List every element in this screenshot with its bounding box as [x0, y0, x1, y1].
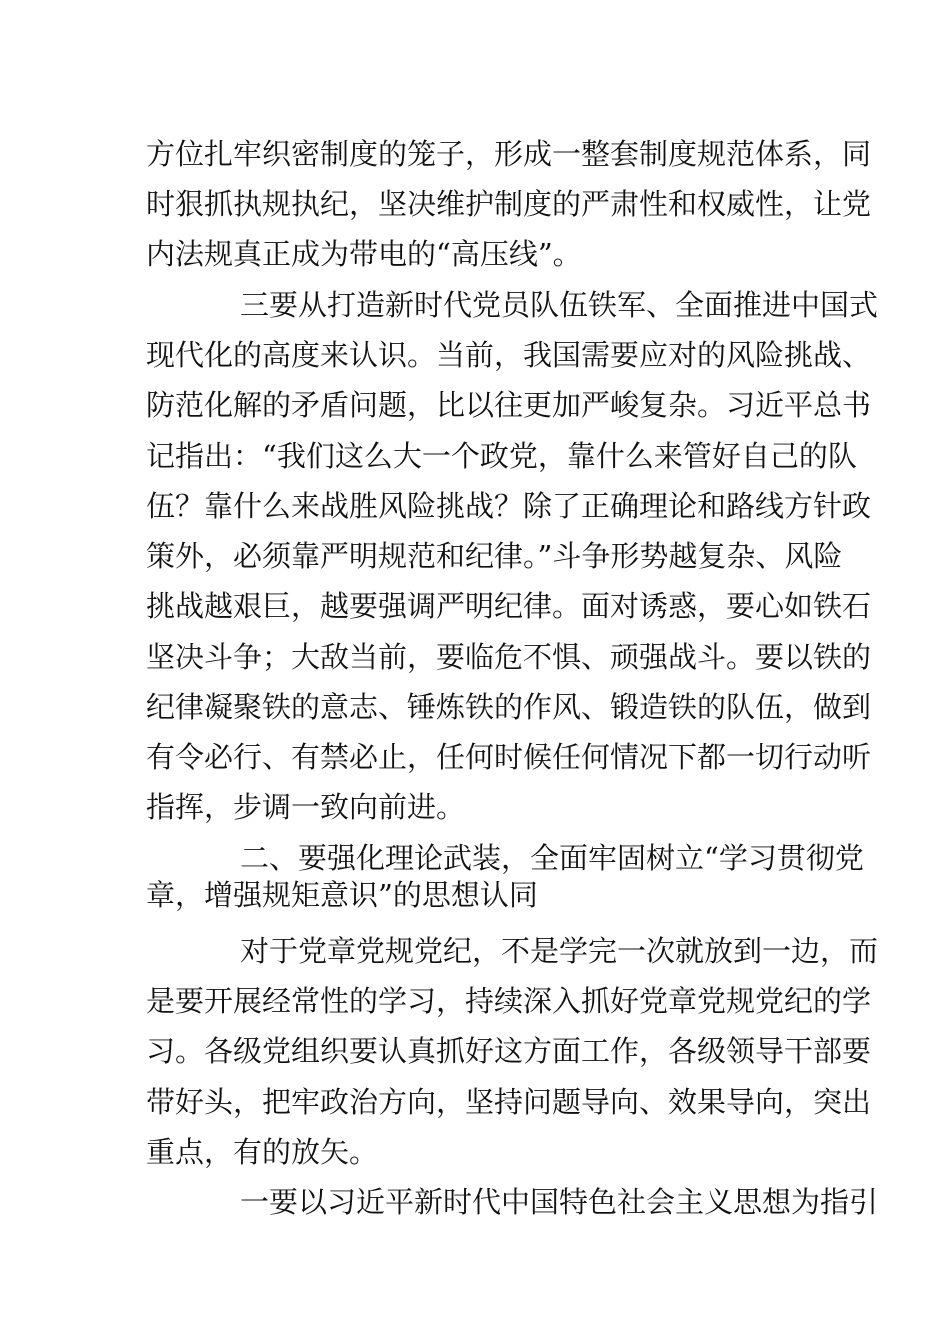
text-line: 记指出：“我们这么大一个政党，靠什么来管好自己的队 — [146, 439, 857, 473]
text-line: 坚决斗争；大敌当前，要临危不惧、顽强战斗。要以铁的 — [146, 640, 872, 674]
text-line: 时狠抓执规执纪，坚决维护制度的严肃性和权威性，让党 — [146, 187, 872, 221]
text-line: 指挥，步调一致向前进。 — [146, 790, 466, 824]
section-heading-continued: 章，增强规矩意识”的思想认同 — [146, 878, 538, 912]
text-line: 有令必行、有禁必止，任何时候任何情况下都一切行动听 — [146, 740, 872, 774]
text-line: 策外，必须靠严明规范和纪律。”斗争形势越复杂、风险 — [146, 539, 843, 573]
text-line: 习。各级党组织要认真抓好这方面工作，各级领导干部要 — [146, 1034, 872, 1068]
paragraph-first-line: 一要以习近平新时代中国特色社会主义思想为指引 — [240, 1185, 879, 1219]
text-line: 内法规真正成为带电的“高压线”。 — [146, 237, 582, 271]
text-line: 重点，有的放矢。 — [146, 1135, 379, 1169]
paragraph-first-line: 对于党章党规党纪，不是学完一次就放到一边，而 — [240, 934, 879, 968]
text-line: 伍？靠什么来战胜风险挑战？除了正确理论和路线方针政 — [146, 489, 872, 523]
text-line: 防范化解的矛盾问题，比以往更加严峻复杂。习近平总书 — [146, 388, 872, 422]
text-line: 现代化的高度来认识。当前，我国需要应对的风险挑战、 — [146, 338, 872, 372]
section-heading: 二、要强化理论武装，全面牢固树立“学习贯彻党 — [240, 841, 864, 875]
text-line: 是要开展经常性的学习，持续深入抓好党章党规党纪的学 — [146, 984, 872, 1018]
text-line: 方位扎牢织密制度的笼子，形成一整套制度规范体系，同 — [146, 137, 872, 171]
text-line: 挑战越艰巨，越要强调严明纪律。面对诱惑，要心如铁石 — [146, 589, 872, 623]
text-line: 纪律凝聚铁的意志、锤炼铁的作风、锻造铁的队伍，做到 — [146, 690, 872, 724]
paragraph-first-line: 三要从打造新时代党员队伍铁军、全面推进中国式 — [240, 288, 879, 322]
text-line: 带好头，把牢政治方向，坚持问题导向、效果导向，突出 — [146, 1085, 872, 1119]
